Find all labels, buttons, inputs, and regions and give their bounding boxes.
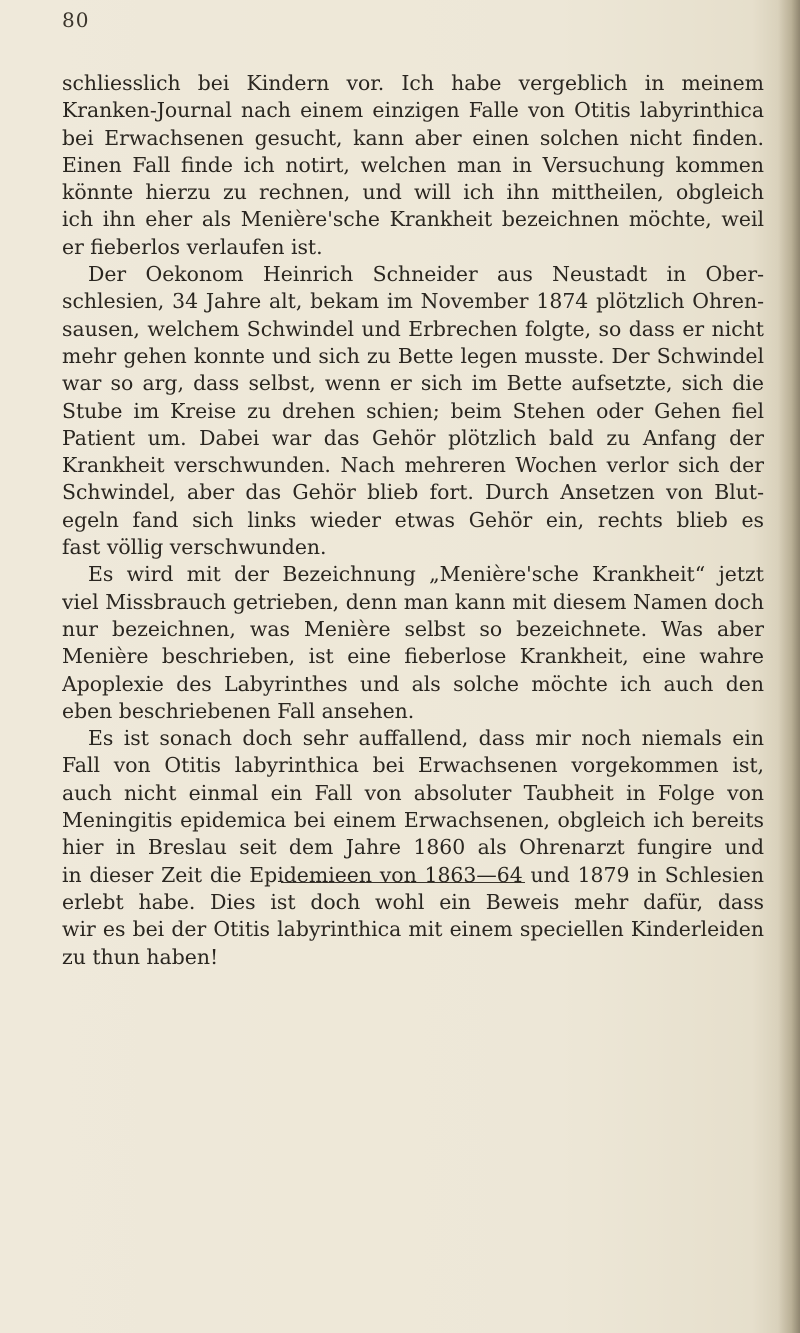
text-line: ich ihn eher als Menière'sche Krankheit bezeichnen möchte, weil <box>62 207 764 232</box>
text-line: Menière beschrieben, ist eine fieberlose Krankheit, eine wahre <box>62 644 764 669</box>
text-line: Apoplexie des Labyrinthes und als solche möchte ich auch den <box>62 671 764 696</box>
text-line: egeln fand sich links wieder etwas Gehör ein, rechts blieb es <box>62 507 764 532</box>
text-line: eben beschriebenen Fall ansehen. <box>62 698 415 723</box>
text-line: erlebt habe. Dies ist doch wohl ein Beweis mehr dafür, dass <box>62 889 764 914</box>
text-line: nur bezeichnen, was Menière selbst so bezeichnete. Was aber <box>62 616 764 641</box>
text-line: Krankheit verschwunden. Nach mehreren Wochen verlor sich der <box>62 453 764 478</box>
text-line: Fall von Otitis labyrinthica bei Erwachsenen vorgekommen ist, <box>62 753 764 778</box>
text-line: Der Oekonom Heinrich Schneider aus Neustadt in Ober- <box>88 262 764 287</box>
text-line: sausen, welchem Schwindel und Erbrechen folgte, so dass er nicht <box>62 316 764 341</box>
text-line: in dieser Zeit die Epidemieen von 1863—64 und 1879 in Schlesien <box>62 862 764 887</box>
text-line: Meningitis epidemica bei einem Erwachsenen, obgleich ich bereits <box>62 808 764 833</box>
page-edge-shadow <box>778 0 800 1333</box>
text-line: zu thun haben! <box>62 944 219 969</box>
text-line: er fieberlos verlaufen ist. <box>62 234 323 259</box>
text-line: Einen Fall finde ich notirt, welchen man in Versuchung kommen <box>62 152 764 177</box>
text-line: Es ist sonach doch sehr auffallend, dass mir noch niemals ein <box>88 726 764 751</box>
text-line: schliesslich bei Kindern vor. Ich habe vergeblich in meinem <box>62 71 764 95</box>
text-line: könnte hierzu zu rechnen, und will ich ihn mittheilen, obgleich <box>62 180 764 205</box>
section-divider <box>281 882 525 883</box>
text-line: war so arg, dass selbst, wenn er sich im Bette aufsetzte, sich die <box>62 371 764 396</box>
text-line: Schwindel, aber das Gehör blieb fort. Durch Ansetzen von Blut- <box>62 480 764 505</box>
text-line: viel Missbrauch getrieben, denn man kann mit diesem Namen doch <box>62 589 764 614</box>
text-line: fast völlig verschwunden. <box>62 535 327 560</box>
text-line: bei Erwachsenen gesucht, kann aber einen solchen nicht finden. <box>62 125 764 150</box>
text-line: wir es bei der Otitis labyrinthica mit einem speciellen Kinderleiden <box>62 917 764 942</box>
text-line: schlesien, 34 Jahre alt, bekam im November 1874 plötzlich Ohren- <box>62 289 764 314</box>
text-line: auch nicht einmal ein Fall von absoluter Taubheit in Folge von <box>62 780 764 805</box>
text-line: Es wird mit der Bezeichnung „Menière'sche Krankheit“ jetzt <box>88 562 764 587</box>
body-text <box>62 70 764 971</box>
text-line: hier in Breslau seit dem Jahre 1860 als Ohrenarzt fungire und <box>62 835 764 860</box>
text-line: mehr gehen konnte und sich zu Bette legen musste. Der Schwindel <box>62 343 764 368</box>
text-line: Stube im Kreise zu drehen schien; beim Stehen oder Gehen fiel <box>62 398 764 423</box>
text-line: Kranken-Journal nach einem einzigen Falle von Otitis labyrinthica <box>62 98 764 123</box>
text-line: Patient um. Dabei war das Gehör plötzlich bald zu Anfang der <box>62 425 764 450</box>
page-number: 80 <box>62 8 90 32</box>
